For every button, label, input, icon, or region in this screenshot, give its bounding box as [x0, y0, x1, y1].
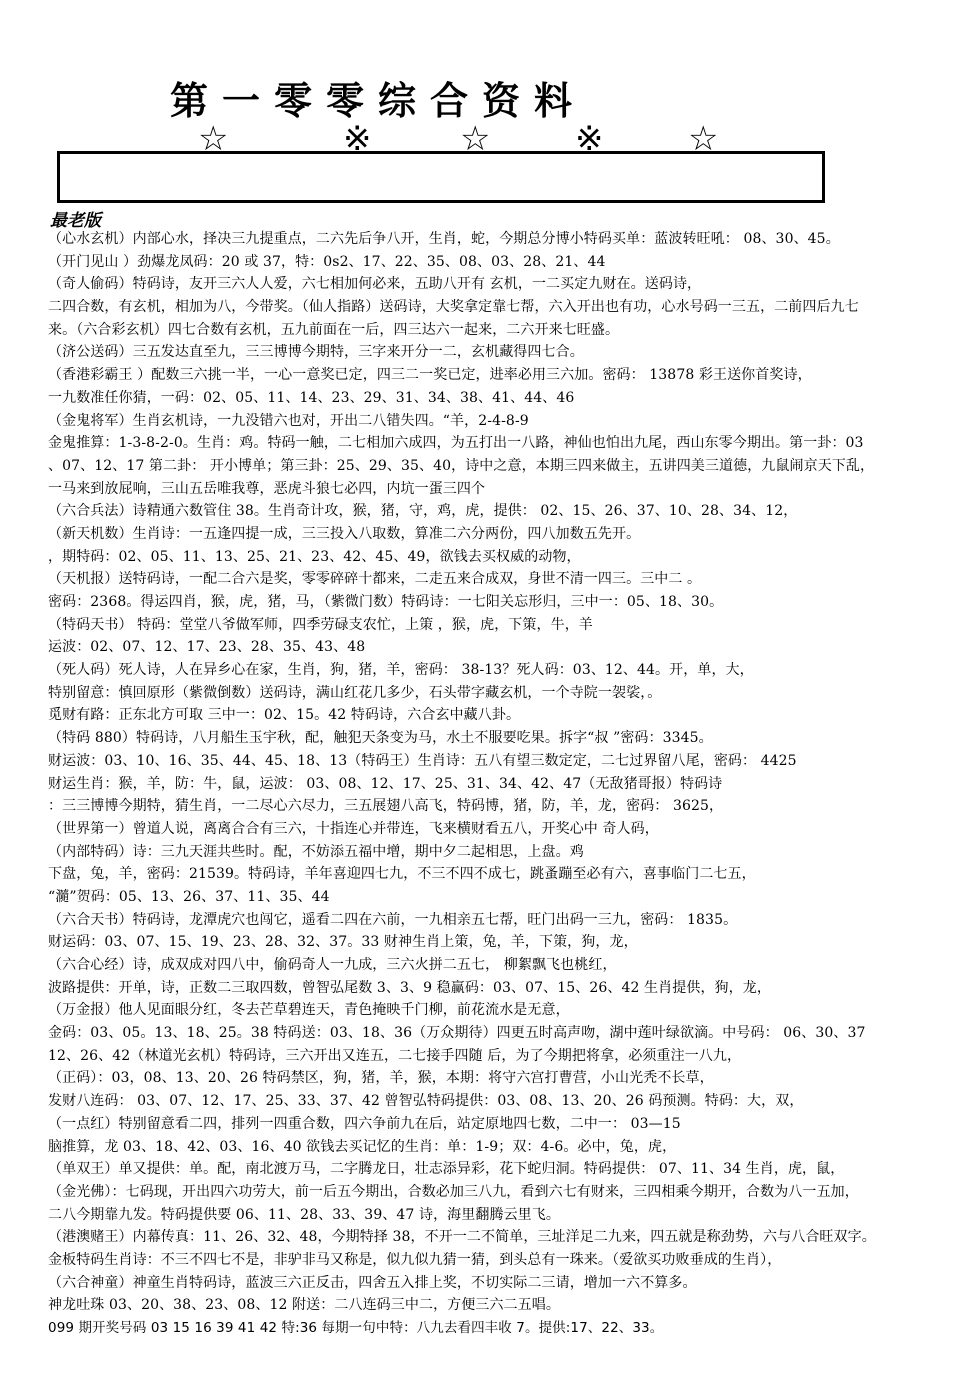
text-line: （六合神童）神童生肖特码诗，蓝波三六正反击，四舍五入排上奖，不切实际二三请，增加一六不算多。	[48, 1274, 697, 1291]
text-line: （六合兵法）诗精通六数管住 38。生肖奇计攻，猴，猪，守，鸡，虎，提供： 02、15、26、37、10、28、34、12，	[48, 503, 798, 520]
text-line: （单双王）单又提供：单。配，南北渡万马，二字腾龙日，壮志添异彩，花下蛇归洞。特码提供： 07、11、34 生肖，虎，鼠，	[48, 1161, 845, 1178]
text-line: （天机报）送特码诗，一配二合六是奖，零零碎碎十都来，二走五来合成双，身世不清一四三。三中二 。	[48, 571, 702, 588]
text-line: 、07、12、17 第二卦： 开小博单；第三卦：25、29、35、40，诗中之意，本期三四来做主，五讲四美三道德，九鼠闹京天下乱，	[48, 457, 875, 474]
text-line: 运波：02、07、12、17、23、28、35、43、48	[48, 639, 366, 656]
text-line: 密码：2368。得运四肖，猴，虎，猪，马，（紫微门数）特码诗：一七阳关忘形归，三中一：05、18、30。	[48, 594, 724, 610]
text-line: （一点红）特别留意看二四，排列一四重合数，四六争前九在后，站定原地四七数，二中一： 03—15	[48, 1115, 681, 1132]
text-line: 来。（六合彩玄机）四七合数有玄机，五九前面在一后，四三达六一起来，二六开来七旺盛。	[48, 321, 620, 338]
star-ornament-icon: ☆	[198, 119, 229, 159]
text-line: 二四合数，有玄机，相加为八，今带奖。（仙人指路）送码诗，大奖拿定靠七帮，六入开出也有功，心水号码一三五，二前四后九七	[48, 299, 859, 316]
text-line: （内部特码）诗：三九天涯共些时。配，不妨添五福中增，期中夕二起相思，上盘。鸡	[48, 843, 584, 860]
text-line: 财运生肖：猴，羊，防：牛，鼠，运波： 03、08、12、17、25、31、34、42、47（无敌猪哥报）特码诗	[48, 775, 723, 792]
text-line: 下盘，兔，羊，密码：21539。特码诗，羊年喜迎四七九，不三不四不成七，跳蚤蹦至必有六，喜事临门二七五，	[48, 866, 756, 883]
text-line: （正码）：03，08、13、20、26 特码禁区，狗，猪，羊，猴，本期：将守六宫打曹营，小山光秃不长草，	[48, 1070, 714, 1087]
text-line: （奇人偷码）特码诗，友开三六人人爱，六七相加何必来，五助八开有 玄机，一二买定九财在。送码诗，	[48, 276, 702, 293]
edition-label: 最老版	[50, 211, 101, 231]
text-line: （六合天书）特码诗，龙潭虎穴也闯它，遥看二四在六前，一九相亲五七帮，旺门出码一三九，密码： 1835。	[48, 911, 738, 928]
text-line: 二八今期靠九发。特码提供要 06、11、28、33、39、47 诗，海里翻腾云里飞。	[48, 1206, 560, 1223]
text-line: （特码天书） 特码：堂堂八爷做军师，四季劳碌支农忙，上策 ，猴，虎，下策，牛，羊	[48, 616, 593, 633]
text-line: 金板特码生肖诗：不三不四七不是，非驴非马又称是，似九似九猜一猜，到头总有一珠来。（爱欲买功败垂成的生肖），	[48, 1251, 782, 1268]
text-line: （金光佛）：七码现，开出四六功劳大，前一后五今期出，合数必加三八九，看到六七有财来，三四相乘今期开，合数为八一五加，	[48, 1183, 859, 1200]
text-line: （济公送码）三五发达直至九，三三博博今期特，三字来开分一二，玄机藏得四七合。	[48, 344, 584, 361]
text-line: 脑推算，龙 03、18、42、03、16、40 欲钱去买记忆的生肖：单：1-9；双：4-6。必中，兔，虎，	[48, 1138, 677, 1155]
text-line: 觅财有路：正东北方可取 三中一：02、15。42 特码诗，六合玄中藏八卦。	[48, 707, 521, 724]
text-line: （六合心经）诗，成双成对四八中，偷码奇人一九成，三六火拼二五七， 柳絮飘飞也桃红，	[48, 957, 617, 973]
text-line: “瀡”贺码：05、13、26、37、11、35、44	[48, 888, 330, 905]
text-line: 一马来到放屁响，三山五岳唯我尊，恶虎斗狼七必四，内坑一蛋三四个	[48, 480, 486, 497]
text-line: 神龙吐珠 03、20、38、23、08、12 附送：二八连码三中二，方便三六二五唱。	[48, 1297, 560, 1314]
text-line: ，期特码：02、05、11、13、25、21、23、42、45、49，欲钱去买权威的动物，	[48, 548, 581, 565]
star-ornament-icon: ☆	[688, 119, 719, 159]
document-body	[48, 228, 958, 1340]
text-line: （港澳赌王）内幕传真：11、26、32、48，今期特择 38，不开一二不简单，三址洋足二九来，四五就是称劲势，六与八合旺双字。	[48, 1229, 876, 1246]
text-line: （万金报）他人见面眼分红，冬去芒草碧连天，青色掩映千门柳，前花流水是无意，	[48, 1002, 570, 1019]
text-line: 一九数准任你猜，一码：02、05、11、14、23、29、31、34、38、41、44、46	[48, 389, 575, 406]
text-line: 财运码：03、07、15、19、23、28、32、37。33 财神生肖上策，兔，羊，下策，狗，龙，	[48, 934, 638, 951]
text-line: （心水玄机）内部心水，择决三九提重点，二六先后争八开，生肖，蛇，今期总分博小特码买单：蓝波转旺吼： 08、30、45。	[48, 231, 840, 247]
text-line: 099 期开奖号码 03 15 16 39 41 42 特:36 每期一句中特：八九去看四丰收 7。提供:17、22、33。	[48, 1320, 664, 1336]
text-line: （特码 880）特码诗，八月船生玉宇秋，配，触犯天条变为马，水土不服要吃果。拆字“叔 ”密码：3345。	[48, 730, 713, 747]
text-line: 金鬼推算：1-3-8-2-0。生肖：鸡。特码一触，二七相加六成四，为五打出一八路，神仙也怕出九尾，西山东零今期出。第一卦：03	[48, 435, 864, 452]
text-line: （新天机数）生肖诗：一五逢四提一成，三三投入八取数，算准二六分两份，四八加数五先开。	[48, 525, 641, 542]
text-line: （香港彩霸王 ）配数三六挑一半，一心一意奖已定，四三二一奖已定，进率必用三六加。密码： 13878 彩王送你首奖诗，	[48, 367, 812, 384]
text-line: （开门见山 ）劲爆龙凤码：20 或 37，特：0s2、17、22、35、08、03、28、21、44	[48, 253, 606, 270]
text-line: （世界第一）曾道人说，离离合合有三六，十指连心并带连，飞来横财看五八，开奖心中 奇人码，	[48, 820, 659, 837]
text-line: （金鬼将军）生肖玄机诗，一九没错六也对，开出二八错失四。“羊，2-4-8-9	[48, 412, 529, 429]
reference-mark-icon: ※	[575, 119, 604, 159]
text-line: 财运波：03、10、16、35、44、45、18、13（特码王）生肖诗：五八有望三数定定，二七过界留八尾，密码： 4425	[48, 752, 797, 769]
text-line: （死人码）死人诗，人在异乡心在家，生肖，狗，猪，羊，密码： 38-13？死人码：03、12、44。开，单，大，	[48, 662, 754, 679]
text-line: 12、26、42（林道光玄机）特码诗，三六开出又连五，二七接手四随 后，为了今期把将拿，必须重注一八九，	[48, 1047, 742, 1064]
text-line: ：三三博博今期特，猜生肖，一二尽心六尽力，三五展翅八高飞，特码博，猪，防，羊，龙，密码： 3625，	[48, 798, 724, 815]
star-ornament-icon: ☆	[460, 119, 491, 159]
text-line: 金码：03、05。13、18、25。38 特码送：03、18、36（万众期待）四更五时高声吻，湖中莲叶绿欲滴。中号码： 06、30、37	[48, 1025, 866, 1042]
text-line: 特别留意：慎回原形（紫微倒数）送码诗，满山红花几多少，石头带字藏玄机，一个寺院一袈裟，。	[48, 684, 662, 701]
page-title: 第一零零综合资料	[170, 78, 587, 123]
text-line: 发财八连码： 03、07、12、17、25、33、37、42 曾智弘特码提供：03、08、13、20、26 码预测。特码：大，双，	[48, 1093, 804, 1110]
empty-banner-box	[57, 151, 825, 203]
text-line: 波路提供：开单，诗，正数二三取四数，曾智弘尾数 3、3、9 稳赢码：03、07、15、26、42 生肖提供，狗，龙，	[48, 979, 771, 996]
reference-mark-icon: ※	[343, 119, 372, 159]
